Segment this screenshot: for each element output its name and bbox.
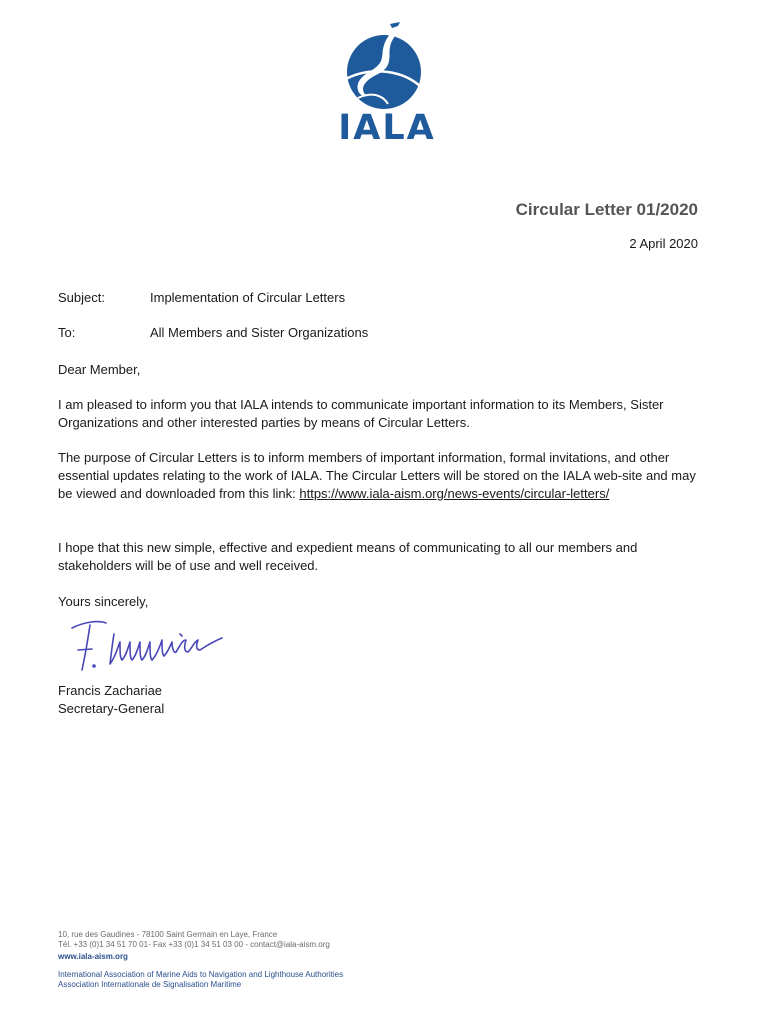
footer-address: 10, rue des Gaudines - 78100 Saint Germain en Laye, France — [58, 930, 278, 939]
to-row — [58, 325, 368, 340]
signatory-title: Secretary-General — [58, 701, 165, 716]
paragraph-2 — [58, 449, 708, 503]
footer-org-en: International Association of Marine Aids to Navigation and Lighthouse Authorities — [58, 970, 344, 979]
iala-wordmark: IALA — [338, 108, 436, 148]
to-value: All Members and Sister Organizations — [150, 325, 369, 340]
mermaid-lighthouse-logo-icon — [318, 20, 456, 110]
paragraph-1: I am pleased to inform you that IALA intends to communicate important information to its Members, Sister Organizations and other interested parties by means of Circular Letters. — [58, 397, 664, 430]
iala-logo — [318, 20, 456, 148]
handwritten-signature-icon — [64, 612, 244, 678]
subject-row — [58, 290, 345, 305]
to-label: To: — [58, 325, 76, 340]
paragraph-3: I hope that this new simple, effective and expedient means of communicating to all our members and stakeholders will be of use and well received. — [58, 540, 638, 573]
circular-letter-title: Circular Letter 01/2020 — [515, 200, 698, 219]
closing: Yours sincerely, — [58, 594, 149, 609]
paragraph-2-text: The purpose of Circular Letters is to inform members of important information, formal invitations, and other essential updates relating to the work of IALA. The Circular Letters will be stored on the IALA web-site and may be viewed and downloaded from this link: — [58, 450, 696, 501]
footer-phone: Tél. +33 (0)1 34 51 70 01- Fax +33 (0)1 34 51 03 00 - contact@iala-aism.org — [58, 940, 330, 949]
footer-website[interactable]: www.iala-aism.org — [58, 952, 128, 961]
circular-letters-link[interactable]: https://www.iala-aism.org/news-events/circular-letters/ — [299, 486, 610, 501]
signatory-name: Francis Zachariae — [58, 683, 163, 698]
subject-value: Implementation of Circular Letters — [150, 290, 346, 305]
footer — [58, 930, 343, 990]
signature — [64, 612, 244, 678]
letter-date: 2 April 2020 — [629, 236, 698, 251]
footer-org-fr: Association Internationale de Signalisation Maritime — [58, 980, 242, 989]
subject-label: Subject: — [58, 290, 105, 305]
salutation: Dear Member, — [58, 362, 141, 377]
